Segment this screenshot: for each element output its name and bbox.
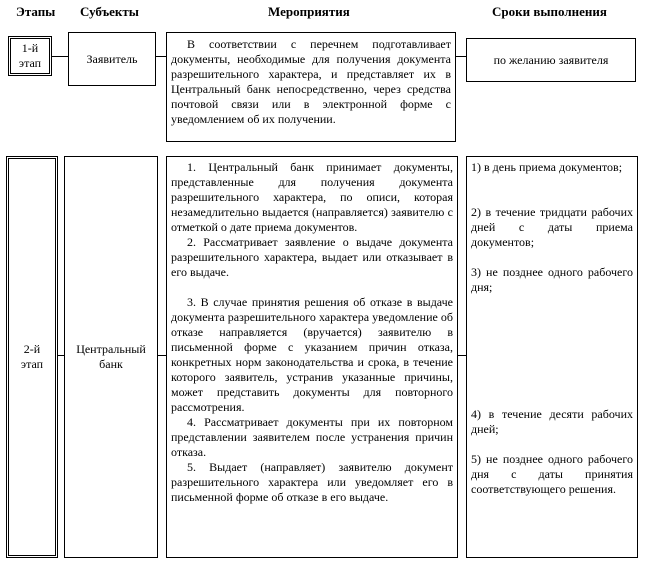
- stage2-activity-1: 1. Центральный банк принимает документы, представленные для получения документа разрешительного характера, по описи, которая незамедлительно выдается (направляется) заявителю с отметкой о дате приема документов.: [171, 160, 453, 234]
- stage2-deadline-5: 5) не позднее одного рабочего дня с даты принятия соответствующего решения.: [471, 452, 633, 496]
- stage1-label-line2: этап: [18, 56, 42, 70]
- stage1-subject: Заявитель: [86, 51, 138, 66]
- header-deadlines: Сроки выполнения: [492, 4, 607, 19]
- stage1-deadline-box: [466, 38, 636, 82]
- stage2-activity-5: 5. Выдает (направляет) заявителю документ разрешительного характера или уведомляет его в письменной форме об отказе в его выдаче.: [171, 460, 453, 504]
- stage2-deadline-4: 4) в течение десяти рабочих дней;: [471, 407, 633, 436]
- stage2-box: [6, 156, 58, 558]
- header-stages: Этапы: [16, 4, 56, 19]
- connector: [456, 56, 466, 57]
- stage2-deadline-box: [466, 156, 638, 558]
- stage2-activity-box: [166, 156, 458, 558]
- stage1-deadline: по желанию заявителя: [493, 52, 609, 67]
- header-subjects: Субъекты: [80, 4, 139, 19]
- stage2-label-line1: 2-й: [23, 342, 41, 356]
- connector: [458, 355, 466, 356]
- connector: [156, 56, 166, 57]
- connector: [52, 56, 68, 57]
- stage2-activity-2: 2. Рассматривает заявление о выдаче документа разрешительного характера, выдает или отказывает в его выдаче.: [171, 235, 453, 279]
- stage2-label-line2: этап: [20, 357, 44, 371]
- stage1-subject-box: [68, 32, 156, 86]
- stage2-deadline-1: 1) в день приема документов;: [471, 160, 623, 174]
- stage2-deadline-2: 2) в течение тридцати рабочих дней с даты приема документов;: [471, 205, 633, 249]
- connector: [158, 355, 166, 356]
- stage1-activity: В соответствии с перечнем подготавливает документы, необходимые для получения документа разрешительного характера, и представляет их в Центральный банк непосредственно, через средства почтовой связи или в электронной форме с уведомлением об их получении.: [171, 37, 451, 126]
- stage2-activity-4: 4. Рассматривает документы при их повторном представлении заявителем после устранения причин отказа.: [171, 415, 453, 459]
- stage2-subject-line1: Центральный: [76, 342, 146, 356]
- stage2-subject-line2: банк: [99, 357, 123, 371]
- stage2-deadline-3: 3) не позднее одного рабочего дня;: [471, 265, 633, 294]
- stage2-activity-3: 3. В случае принятия решения об отказе в выдаче документа разрешительного характера уведомление об отказе направляется (вручается) заявителю в письменной форме с указанием причин отказа, конкретных норм законодательства и срока, в течение которого заявитель, устранив указанные причины, может представить документы для повторного рассмотрения.: [171, 295, 453, 414]
- stage1-label-line1: 1-й: [21, 41, 39, 55]
- header-activities: Мероприятия: [268, 4, 350, 19]
- stage2-subject-box: [64, 156, 158, 558]
- stage1-activity-box: [166, 32, 456, 142]
- stage1-box: [8, 36, 52, 76]
